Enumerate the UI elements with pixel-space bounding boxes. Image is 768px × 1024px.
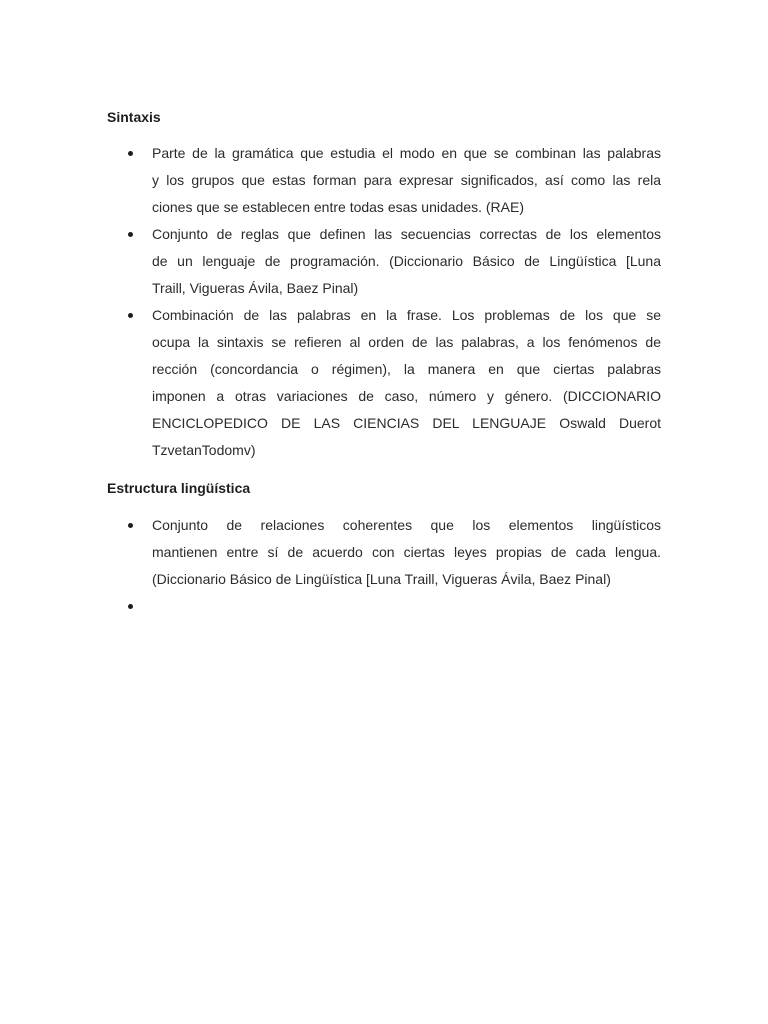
text-line: mantienen entre sí de acuerdo con ciertas leyes propias de cada lengua. <box>152 544 661 560</box>
text-line: (Diccionario Básico de Lingüística [Luna Traill, Vigueras Ávila, Baez Pinal) <box>152 571 611 587</box>
text-line: rección (concordancia o régimen), la manera en que ciertas palabras <box>152 361 661 377</box>
text-line: Traill, Vigueras Ávila, Baez Pinal) <box>152 280 359 296</box>
list-item-empty <box>0 593 768 620</box>
text-line: Conjunto de relaciones coherentes que los elementos lingüísticos <box>152 517 661 533</box>
estructura-definition-list <box>0 512 768 620</box>
definition-text <box>152 512 661 593</box>
text-line: imponen a otras variaciones de caso, número y género. (DICCIONARIO <box>152 388 661 404</box>
definition-text <box>152 593 661 620</box>
definition-text <box>152 221 661 302</box>
text-line <box>152 593 661 620</box>
section-heading-sintaxis: Sintaxis <box>107 109 161 125</box>
text-line: TzvetanTodomv) <box>152 442 256 458</box>
bullet-icon <box>128 232 133 237</box>
section-heading-estructura-linguistica: Estructura lingüística <box>107 480 251 496</box>
text-line: Parte de la gramática que estudia el modo en que se combinan las palabras <box>152 145 661 161</box>
text-line: Combinación de las palabras en la frase. Los problemas de los que se <box>152 307 661 323</box>
sintaxis-definition-list <box>0 140 768 464</box>
bullet-icon <box>128 523 133 528</box>
text-line: ENCICLOPEDICO DE LAS CIENCIAS DEL LENGUAJE Oswald Duerot <box>152 415 661 431</box>
list-item <box>0 512 768 593</box>
bullet-icon <box>128 604 133 609</box>
text-line: Conjunto de reglas que definen las secuencias correctas de los elementos <box>152 226 661 242</box>
list-item <box>0 302 768 464</box>
text-line: ciones que se establecen entre todas esas unidades. (RAE) <box>152 199 525 215</box>
list-item <box>0 140 768 221</box>
list-item <box>0 221 768 302</box>
bullet-icon <box>128 151 133 156</box>
definition-text <box>152 140 661 221</box>
text-line: y los grupos que estas forman para expresar significados, así como las rela <box>152 172 661 188</box>
definition-text <box>152 302 661 464</box>
bullet-icon <box>128 313 133 318</box>
text-line: de un lenguaje de programación. (Diccionario Básico de Lingüística [Luna <box>152 253 661 269</box>
text-line: ocupa la sintaxis se refieren al orden de las palabras, a los fenómenos de <box>152 334 661 350</box>
